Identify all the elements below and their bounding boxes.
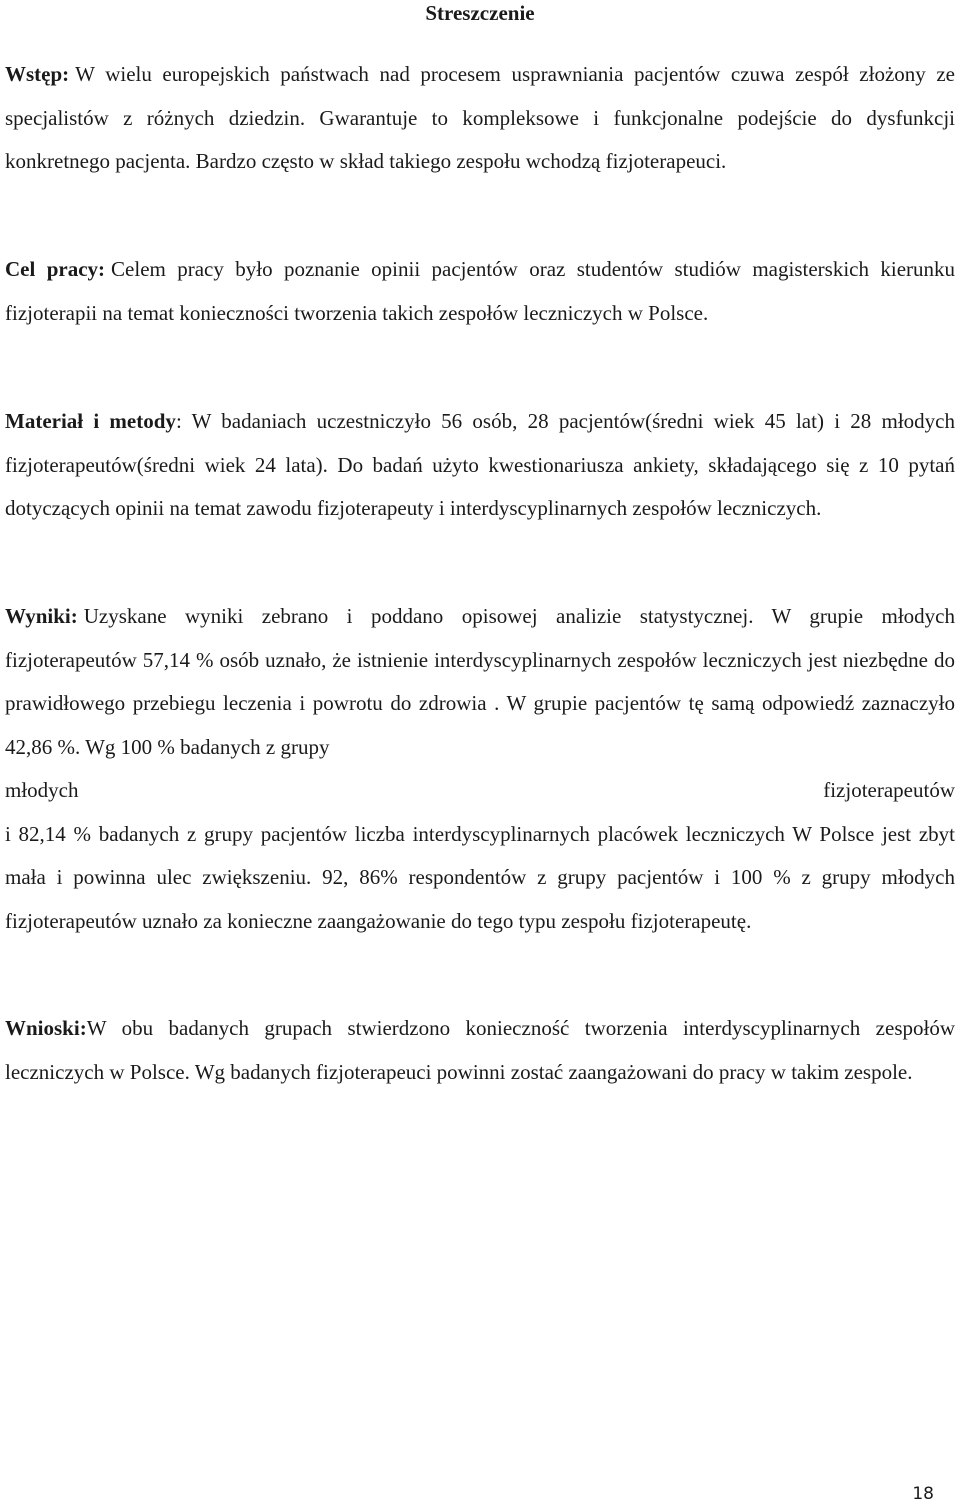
section-methods — [5, 400, 955, 531]
section-results — [5, 595, 955, 943]
section-methods-text: : W badaniach uczestniczyło 56 osób, 28 pacjentów(średni wiek 45 lat) i 28 młodych fizjoterapeutów(średni wiek 24 lata). Do badań użyto kwestionariusza ankiety, składającego się z 10 pytań dotyczących opinii na temat zawodu fizjoterapeuty i interdyscyplinarnych zespołów leczniczych. — [5, 409, 955, 520]
section-aim-label: Cel pracy: — [5, 257, 106, 281]
section-results-spread-line — [5, 769, 955, 813]
section-intro — [5, 53, 955, 184]
section-results-text-part2: i 82,14 % badanych z grupy pacjentów liczba interdyscyplinarnych placówek leczniczych W Polsce jest zbyt mała i powinna ulec zwiększeniu. 92, 86% respondentów z grupy pacjentów i 100 % z grupy młodych fizjoterapeutów uznało za konieczne zaangażowanie do tego typu zespołu fizjoterapeutę. — [5, 821, 955, 933]
section-intro-label: Wstęp: — [5, 62, 70, 86]
section-results-line-left: młodych — [5, 778, 79, 802]
section-conclusions-text: W obu badanych grupach stwierdzono konieczność tworzenia interdyscyplinarnych zespołów leczniczych w Polsce. Wg badanych fizjoterapeuci powinni zostać zaangażowani do pracy w takim zespole. — [5, 1016, 955, 1084]
section-conclusions-label: Wnioski: — [5, 1016, 87, 1040]
section-intro-text: W wielu europejskich państwach nad procesem usprawniania pacjentów czuwa zespół złożony ze specjalistów z różnych dziedzin. Gwarantuje to kompleksowe i funkcjonalne podejście do dysfunkcji konkretnego pacjenta. Bardzo często w skład takiego zespołu wchodzą fizjoterapeuci. — [5, 62, 955, 173]
section-results-line-right: fizjoterapeutów — [823, 778, 955, 802]
page-title: Streszczenie — [425, 1, 535, 25]
section-methods-label: Materiał i metody — [5, 409, 176, 433]
section-results-text-part1: Uzyskane wyniki zebrano i poddano opisowej analizie statystycznej. W grupie młodych fizjoterapeutów 57,14 % osób uznało, że istnienie interdyscyplinarnych zespołów leczniczych jest niezbędne do prawidłowego przebiegu leczenia i powrotu do zdrowia . W grupie pacjentów tę samą odpowiedź zaznaczyło 42,86 %. Wg 100 % badanych z grupy — [5, 604, 955, 759]
section-aim — [5, 248, 955, 335]
section-conclusions — [5, 1007, 955, 1094]
section-results-label: Wyniki: — [5, 604, 78, 628]
page-number: 18 — [912, 1484, 934, 1504]
section-aim-text: Celem pracy było poznanie opinii pacjentów oraz studentów studiów magisterskich kierunku fizjoterapii na temat konieczności tworzenia takich zespołów leczniczych w Polsce. — [5, 257, 956, 325]
